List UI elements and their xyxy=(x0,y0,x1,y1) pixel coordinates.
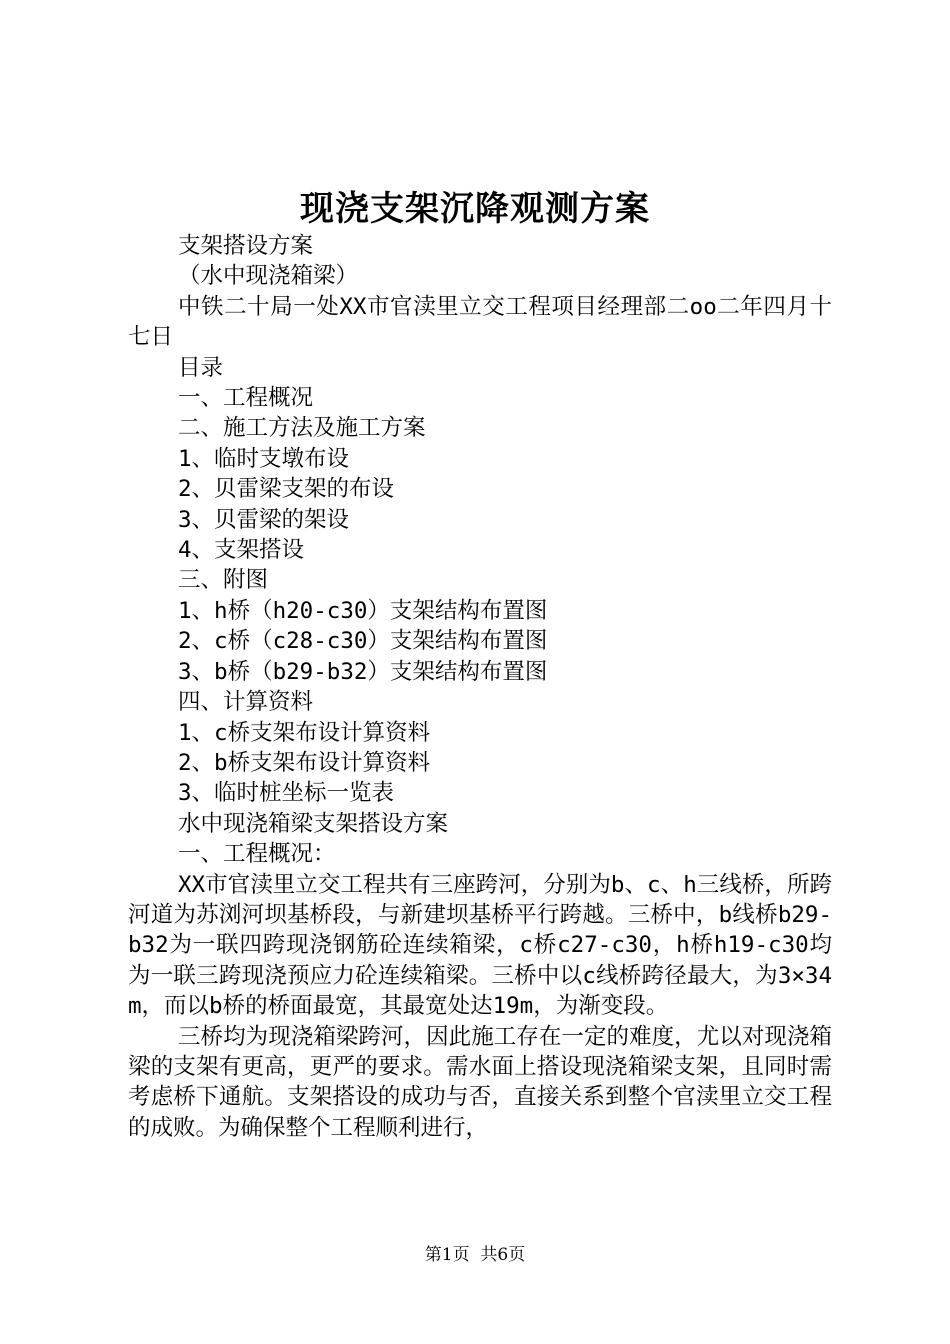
section-heading: 一、工程概况： xyxy=(178,841,336,868)
document-body xyxy=(128,231,832,1143)
toc-item: 1、h桥（h20-c30）支架结构布置图 xyxy=(178,597,548,624)
page-number: 第1页 xyxy=(424,1245,470,1265)
toc-item: 2、b桥支架布设计算资料 xyxy=(178,749,431,776)
subtitle-line: 支架搭设方案 xyxy=(178,233,314,259)
toc-item: 1、临时支墩布设 xyxy=(178,445,350,472)
toc-heading: 目录 xyxy=(178,354,224,381)
toc-item: 二、施工方法及施工方案 xyxy=(178,415,426,442)
toc-item: 四、计算资料 xyxy=(178,689,314,716)
toc-item: 3、b桥（b29-b32）支架结构布置图 xyxy=(178,658,548,685)
page-footer xyxy=(0,1243,950,1267)
toc-item: 3、贝雷梁的架设 xyxy=(178,506,350,533)
subtitle-line: （水中现浇箱梁） xyxy=(178,263,359,290)
toc-item: 3、临时桩坐标一览表 xyxy=(178,780,395,807)
body-paragraph: 三桥均为现浇箱梁跨河，因此施工存在一定的难度，尤以对现浇箱梁的支架有更高，更严的要求。需水面上搭设现浇箱梁支架，且同时需考虑桥下通航。支架搭设的成功与否，直接关系到整个官渎里立交工程的成败。为确保整个工程顺利进行， xyxy=(128,1023,832,1141)
toc-item: 2、贝雷梁支架的布设 xyxy=(178,476,395,503)
toc-item: 一、工程概况 xyxy=(178,385,314,412)
toc-item: 2、c桥（c28-c30）支架结构布置图 xyxy=(178,628,548,655)
document-title: 现浇支架沉降观测方案 xyxy=(300,189,650,229)
toc-item: 1、c桥支架布设计算资料 xyxy=(178,719,431,746)
toc-item: 三、附图 xyxy=(178,567,269,594)
org-date-paragraph: 中铁二十局一处XX市官渎里立交工程项目经理部二oo二年四月十七日 xyxy=(128,293,832,351)
body-paragraph: XX市官渎里立交工程共有三座跨河，分别为b、c、h三线桥，所跨河道为苏浏河坝基桥段，与新建坝基桥平行跨越。三桥中，b线桥b29-b32为一联四跨现浇钢筋砼连续箱梁，c桥c27-c30，h桥h19-c30均为一联三跨现浇预应力砼连续箱梁。三桥中以c线桥跨径最大，为3×34m，而以b桥的桥面最宽，其最宽处达19m，为渐变段。 xyxy=(128,871,832,1020)
section-title: 水中现浇箱梁支架搭设方案 xyxy=(178,810,449,837)
page-total: 共6页 xyxy=(480,1245,526,1265)
toc-item: 4、支架搭设 xyxy=(178,537,305,564)
